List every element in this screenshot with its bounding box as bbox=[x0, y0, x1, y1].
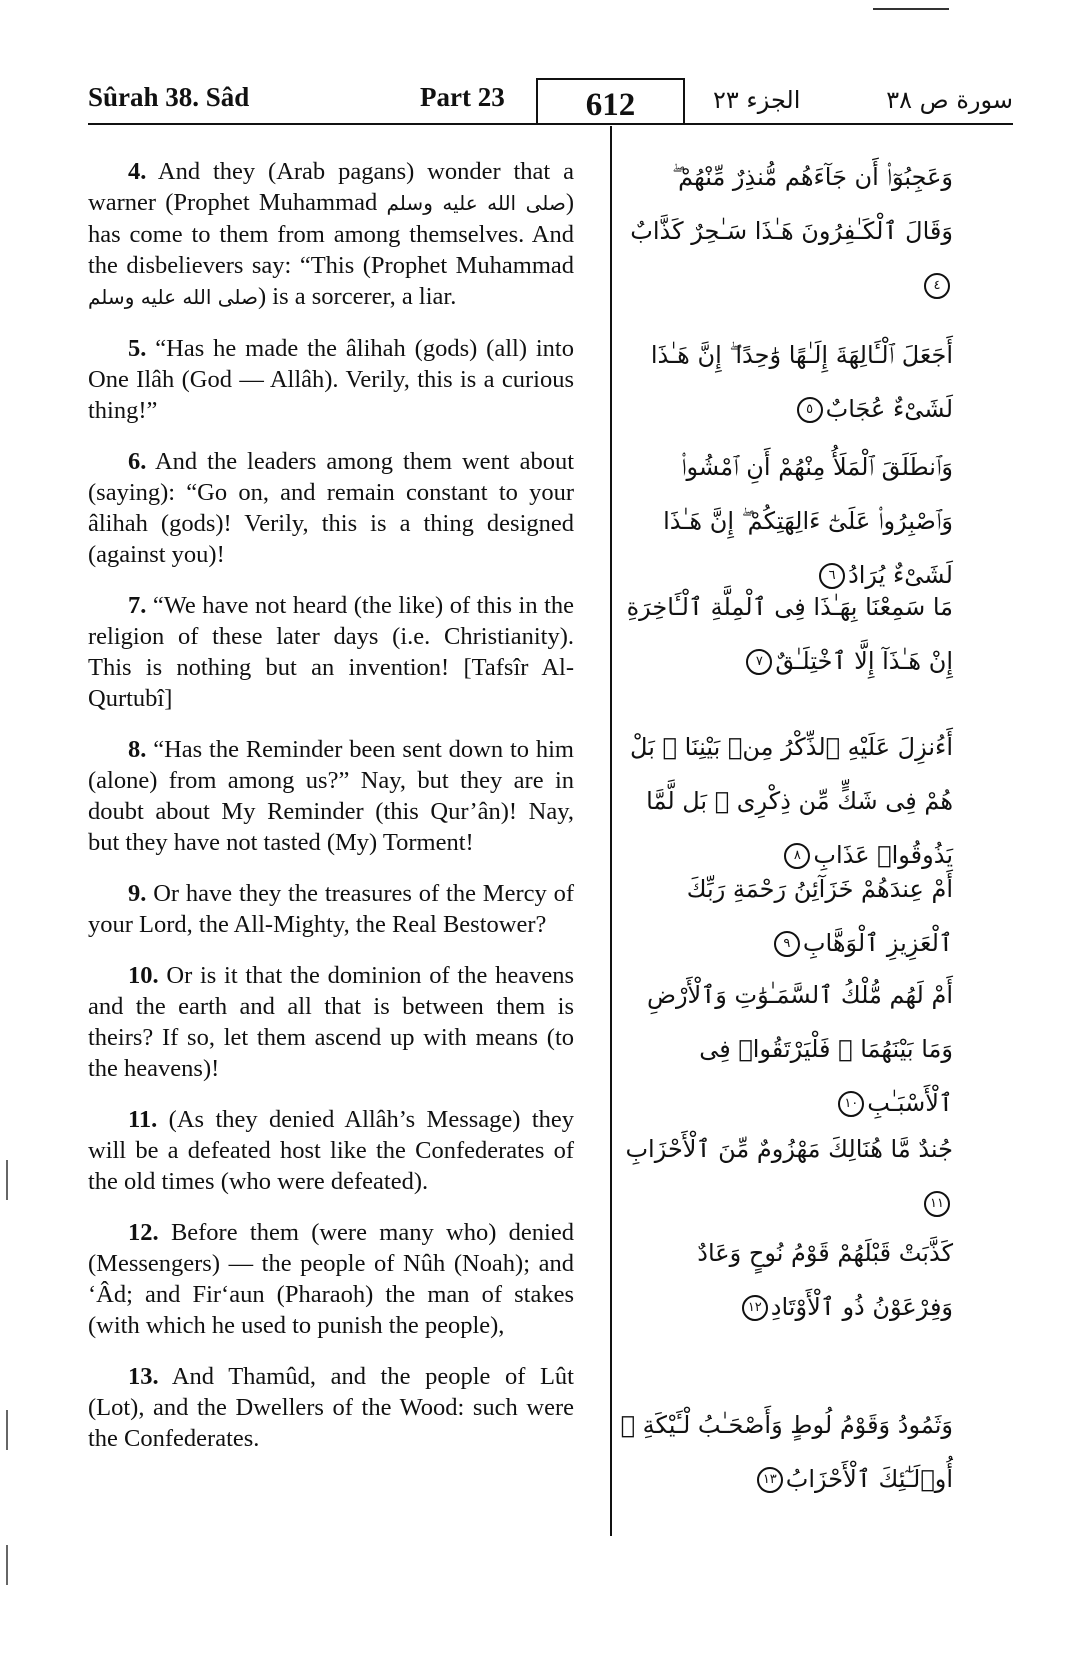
verse-6 bbox=[88, 446, 574, 570]
verse-text: ) is a sorcerer, a liar. bbox=[258, 283, 457, 310]
verse-number: 7. bbox=[128, 592, 147, 619]
column-divider bbox=[610, 126, 612, 1536]
verse-number: 4. bbox=[128, 158, 147, 185]
margin-mark bbox=[6, 1545, 8, 1585]
arabic-verse-10 bbox=[618, 968, 953, 1130]
arabic-text: وَعَجِبُوٓا۟ أَن جَآءَهُم مُّنذِرٌ مِّنْهُمْ ۖ وَقَالَ ٱلْكَـٰفِرُونَ هَـٰذَا سَـٰحِرٌ كَذَّابٌ bbox=[630, 163, 953, 245]
arabic-text: جُندٌ مَّا هُنَالِكَ مَهْزُومٌ مِّنَ ٱلْأَحْزَابِ bbox=[625, 1135, 953, 1163]
ayah-number-marker: ١٣ bbox=[757, 1467, 783, 1493]
part-label-en: Part 23 bbox=[420, 82, 505, 112]
honorific-ar: صلى الله عليه وسلم bbox=[386, 191, 566, 215]
arabic-verse-4 bbox=[618, 150, 953, 312]
arabic-verse-12 bbox=[618, 1226, 953, 1334]
verse-text: Or is it that the dominion of the heavens and the earth and all that is between them is theirs? If so, let them ascend up with means (to the heavens)! bbox=[88, 962, 574, 1082]
verse-number: 11. bbox=[128, 1106, 158, 1133]
arabic-verse-9 bbox=[618, 862, 953, 970]
verse-number: 6. bbox=[128, 448, 147, 475]
verse-text: And Thamûd, and the people of Lût (Lot), and the Dwellers of the Wood: such were the Confederates. bbox=[88, 1363, 574, 1452]
arabic-text: مَا سَمِعْنَا بِهَـٰذَا فِى ٱلْمِلَّةِ ٱلْـَٔاخِرَةِ إِنْ هَـٰذَآ إِلَّا ٱخْتِلَـٰقٌ bbox=[626, 593, 953, 675]
arabic-text: أَءُنزِلَ عَلَيْهِ ٱلذِّكْرُ مِنۢ بَيْنِنَا ۚ بَلْ هُمْ فِى شَكٍّ مِّن ذِكْرِى ۖ بَل لَّمَّا يَذُوقُوا۟ عَذَابِ bbox=[630, 733, 953, 869]
arabic-text: أَمْ عِندَهُمْ خَزَآئِنُ رَحْمَةِ رَبِّكَ ٱلْعَزِيزِ ٱلْوَهَّابِ bbox=[686, 875, 953, 957]
arabic-verse-8 bbox=[618, 720, 953, 882]
verse-13 bbox=[88, 1361, 574, 1454]
verse-text: (As they denied Allâh’s Message) they will be a defeated host like the Confederates of the old times (who were defeated). bbox=[88, 1106, 574, 1195]
ayah-number-marker: ١١ bbox=[924, 1191, 950, 1217]
verse-number: 5. bbox=[128, 335, 147, 362]
arabic-verse-11 bbox=[618, 1122, 953, 1230]
verse-text: “We have not heard (the like) of this in the religion of these later days (i.e. Christianity). This is nothing but an invention! [Tafsîr Al-Qurtubî] bbox=[88, 592, 574, 712]
translation-column bbox=[88, 156, 574, 1474]
page-header bbox=[88, 76, 1013, 126]
verse-text: Before them (were many who) denied (Messengers) — the people of Nûh (Noah); and ‘Âd; and Fir‘aun (Pharaoh) the man of stakes (with which he used to punish the people), bbox=[88, 1219, 574, 1339]
arabic-verse-6 bbox=[618, 440, 953, 602]
verse-5 bbox=[88, 333, 574, 426]
verse-text: ) has come to them from among themselves. And the disbelievers say: “This (Prophet Muhammad bbox=[88, 189, 575, 279]
margin-mark bbox=[6, 1410, 8, 1450]
ayah-number-marker: ١٢ bbox=[742, 1295, 768, 1321]
verse-10 bbox=[88, 960, 574, 1084]
arabic-verse-13 bbox=[618, 1398, 953, 1506]
verse-text: Or have they the treasures of the Mercy of your Lord, the All-Mighty, the Real Bestower? bbox=[88, 880, 574, 938]
page-number: 612 bbox=[536, 78, 685, 125]
ayah-number-marker: ٧ bbox=[746, 649, 772, 675]
verse-12 bbox=[88, 1217, 574, 1341]
verse-text: And they (Arab pagans) wonder that a warner (Prophet Muhammad bbox=[88, 158, 574, 216]
margin-mark bbox=[6, 1160, 8, 1200]
surah-title-en: Sûrah 38. Sâd bbox=[88, 82, 250, 112]
ayah-number-marker: ٤ bbox=[924, 273, 950, 299]
verse-9 bbox=[88, 878, 574, 940]
arabic-text: وَثَمُودُ وَقَوْمُ لُوطٍ وَأَصْحَـٰبُ لْـَٔيْكَةِ ۚ أُو۟لَـٰٓئِكَ ٱلْأَحْزَابُ bbox=[620, 1411, 953, 1493]
surah-title-ar: سورة ص ٣٨ bbox=[886, 86, 1013, 114]
top-edge-rule bbox=[873, 8, 949, 10]
part-label-ar: الجزء ٢٣ bbox=[713, 86, 801, 114]
verse-number: 9. bbox=[128, 880, 147, 907]
verse-8 bbox=[88, 734, 574, 858]
verse-text: “Has he made the âlihah (gods) (all) into One Ilâh (God — Allâh). Verily, this is a curious thing!” bbox=[88, 335, 574, 424]
arabic-verse-5 bbox=[618, 328, 953, 436]
verse-text: “Has the Reminder been sent down to him (alone) from among us?” Nay, but they are in doubt about My Reminder (this Qur’ân)! Nay, but they have not tasted (My) Torment! bbox=[88, 736, 574, 856]
arabic-text: وَٱنطَلَقَ ٱلْمَلَأُ مِنْهُمْ أَنِ ٱمْشُوا۟ وَٱصْبِرُوا۟ عَلَىٰٓ ءَالِهَتِكُمْ ۖ إِنَّ هَـٰذَا لَشَىْءٌ يُرَادُ bbox=[663, 453, 953, 589]
header-rule bbox=[88, 123, 1013, 125]
honorific-ar: صلى الله عليه وسلم bbox=[88, 285, 258, 309]
ayah-number-marker: ٥ bbox=[797, 397, 823, 423]
verse-11 bbox=[88, 1104, 574, 1197]
verse-number: 8. bbox=[128, 736, 147, 763]
arabic-text: أَجَعَلَ ٱلْـَٔالِهَةَ إِلَـٰهًا وَٰحِدًا ۖ إِنَّ هَـٰذَا لَشَىْءٌ عُجَابٌ bbox=[650, 341, 953, 423]
verse-number: 13. bbox=[128, 1363, 159, 1390]
arabic-verse-7 bbox=[618, 580, 953, 688]
ayah-number-marker: ٦ bbox=[819, 563, 845, 589]
ayah-number-marker: ١٠ bbox=[838, 1091, 864, 1117]
ayah-number-marker: ٩ bbox=[774, 931, 800, 957]
arabic-text: كَذَّبَتْ قَبْلَهُمْ قَوْمُ نُوحٍ وَعَادٌ وَفِرْعَوْنُ ذُو ٱلْأَوْتَادِ bbox=[697, 1239, 953, 1321]
ayah-number-marker: ٨ bbox=[784, 843, 810, 869]
verse-number: 10. bbox=[128, 962, 159, 989]
verse-text: And the leaders among them went about (saying): “Go on, and remain constant to your âlihah (gods)! Verily, this is a thing designed (against you)! bbox=[88, 448, 574, 568]
verse-number: 12. bbox=[128, 1219, 159, 1246]
verse-4 bbox=[88, 156, 574, 313]
arabic-text: أَمْ لَهُم مُّلْكُ ٱلسَّمَـٰوَٰتِ وَٱلْأَرْضِ وَمَا بَيْنَهُمَا ۖ فَلْيَرْتَقُوا۟ فِى ٱلْأَسْبَـٰبِ bbox=[646, 981, 953, 1117]
verse-7 bbox=[88, 590, 574, 714]
